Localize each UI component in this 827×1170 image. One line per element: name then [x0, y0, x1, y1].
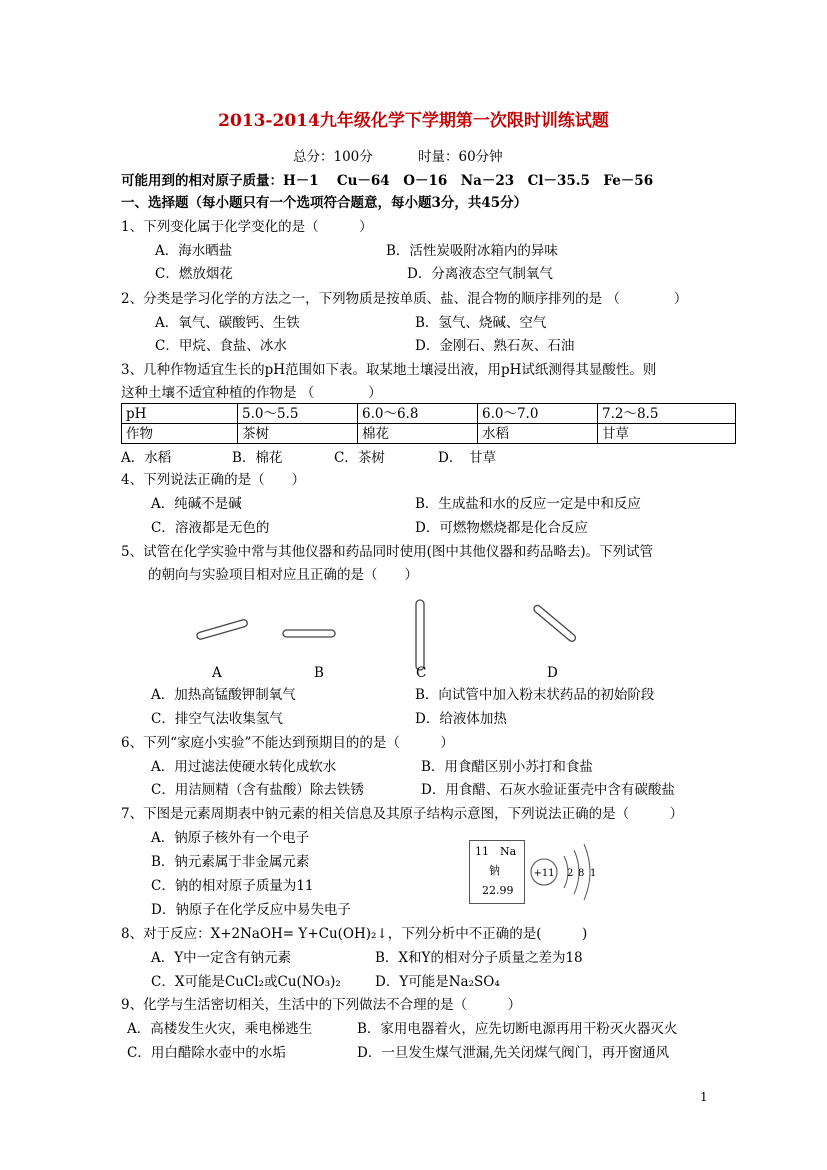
- figure-label-b: B: [314, 665, 324, 681]
- table-cell: 7.2～8.5: [598, 404, 736, 424]
- q9-option-d: D．一旦发生煤气泄漏,先关闭煤气阀门，再开窗通风: [357, 1045, 670, 1061]
- q8-option-d: D．Y可能是Na₂SO₄: [375, 974, 500, 990]
- test-tube-b: [283, 630, 335, 637]
- shell-1-count: 2: [567, 868, 574, 879]
- q1-stem: 1、下列变化属于化学变化的是（ ）: [121, 219, 373, 235]
- q4-option-d: D．可燃物燃烧都是化合反应: [415, 520, 588, 536]
- q8-option-b: B．X和Y的相对分子质量之差为18: [375, 950, 583, 966]
- q4-option-b: B．生成盐和水的反应一定是中和反应: [415, 496, 641, 512]
- atomic-masses: 可能用到的相对原子质量：H－1 Cu－64 O－16 Na－23 Cl－35.5 Fe－56: [121, 173, 654, 189]
- q7-option-d: D．钠原子在化学反应中易失电子: [151, 902, 351, 918]
- q5-option-c: C．排空气法收集氢气: [151, 711, 283, 727]
- q6-option-a: A．用过滤法使硬水转化成软水: [151, 759, 337, 775]
- element-symbol: Na: [500, 845, 517, 858]
- page-number: 1: [700, 1090, 708, 1104]
- q1-option-b: B．活性炭吸附冰箱内的异味: [386, 243, 558, 259]
- q7-option-a: A．钠原子核外有一个电子: [151, 830, 310, 846]
- table-cell: 作物: [122, 424, 238, 444]
- q4-option-a: A．纯碱不是碱: [151, 496, 242, 512]
- atomic-mass: 22.99: [482, 884, 514, 897]
- table-cell: 6.0～6.8: [358, 404, 478, 424]
- figure-label-c: C: [416, 665, 427, 681]
- shell-3-count: 1: [590, 868, 597, 879]
- q5-option-d: D．给液体加热: [415, 711, 507, 727]
- test-tube-a: [196, 619, 248, 640]
- table-cell: pH: [122, 404, 238, 424]
- q6-option-d: D．用食醋、石灰水验证蛋壳中含有碳酸盐: [421, 782, 675, 798]
- atom-structure-diagram: [526, 838, 606, 906]
- q4-option-c: C．溶液都是无色的: [151, 520, 270, 536]
- page-title: 2013-2014九年级化学下学期第一次限时训练试题: [218, 111, 609, 131]
- q2-stem: 2、分类是学习化学的方法之一，下列物质是按单质、盐、混合物的顺序排列的是 （ ）: [121, 291, 688, 307]
- q9-option-c: C．用白醋除水壶中的水垢: [127, 1045, 286, 1061]
- atomic-number: 11: [475, 845, 489, 858]
- table-cell: 水稻: [478, 424, 598, 444]
- q7-option-b: B．钠元素属于非金属元素: [151, 854, 310, 870]
- q9-stem: 9、化学与生活密切相关，生活中的下列做法不合理的是（ ）: [121, 997, 522, 1013]
- ph-table: [121, 403, 736, 444]
- element-name: 钠: [489, 864, 500, 877]
- test-tube-c: [416, 600, 424, 670]
- q8-stem: 8、对于反应：X+2NaOH= Y+Cu(OH)₂↓，下列分析中不正确的是( ): [121, 926, 588, 942]
- table-row: [122, 424, 736, 444]
- total-score: 总分：100分: [293, 149, 373, 165]
- q5-option-b: B．向试管中加入粉末状药品的初始阶段: [415, 687, 655, 703]
- table-cell: 甘草: [598, 424, 736, 444]
- time-limit: 时量：60分钟: [418, 149, 503, 165]
- nucleus-charge: +11: [533, 868, 555, 879]
- q8-option-c: C．X可能是CuCl₂或Cu(NO₃)₂: [151, 974, 341, 990]
- q7-stem: 7、下图是元素周期表中钠元素的相关信息及其原子结构示意图，下列说法正确的是（ ）: [121, 806, 684, 822]
- q2-option-a: A．氧气、碳酸钙、生铁: [155, 315, 300, 331]
- section-heading: 一、选择题（每小题只有一个选项符合题意，每小题3分，共45分）: [121, 195, 528, 211]
- element-card: [469, 840, 525, 904]
- q3-stem-line1: 3、几种作物适宜生长的pH范围如下表。取某地土壤浸出液，用pH试纸测得其显酸性。则: [121, 362, 657, 378]
- q3-option-c: C．茶树: [334, 450, 385, 466]
- q9-option-a: A．高楼发生火灾，乘电梯逃生: [127, 1021, 313, 1037]
- table-cell: 棉花: [358, 424, 478, 444]
- q9-option-b: B．家用电器着火，应先切断电源再用干粉灭火器灭火: [357, 1021, 678, 1037]
- q5-option-a: A．加热高锰酸钾制氧气: [151, 687, 296, 703]
- q3-stem-line2: 这种土壤不适宜种植的作物是 （ ）: [121, 385, 382, 401]
- q2-option-d: D．金刚石、熟石灰、石油: [415, 338, 575, 354]
- figure-label-a: A: [212, 665, 222, 681]
- test-tube-figures: [180, 596, 600, 676]
- q3-option-a: A．水稻: [121, 450, 172, 466]
- q6-option-b: B．用食醋区别小苏打和食盐: [421, 759, 593, 775]
- q5-stem-line1: 5、试管在化学实验中常与其他仪器和药品同时使用(图中其他仪器和药品略去)。下列试管: [121, 544, 654, 560]
- q6-stem: 6、下列“家庭小实验”不能达到预期目的的是（ ）: [121, 735, 454, 751]
- table-cell: 5.0～5.5: [238, 404, 358, 424]
- q4-stem: 4、下列说法正确的是（ ）: [121, 472, 306, 488]
- q1-option-a: A．海水晒盐: [155, 243, 233, 259]
- table-row: [122, 404, 736, 424]
- q2-option-c: C．甲烷、食盐、冰水: [155, 338, 287, 354]
- q3-option-b: B．棉花: [232, 450, 283, 466]
- shell-2-count: 8: [578, 868, 585, 879]
- q3-option-d: D． 甘草: [438, 450, 497, 466]
- q5-stem-line2: 的朝向与实验项目相对应且正确的是（ ）: [148, 567, 418, 583]
- table-cell: 6.0～7.0: [478, 404, 598, 424]
- q7-option-c: C．钠的相对原子质量为11: [151, 878, 314, 894]
- table-cell: 茶树: [238, 424, 358, 444]
- q1-option-c: C．燃放烟花: [155, 266, 233, 282]
- q1-option-d: D．分离液态空气制氧气: [407, 266, 553, 282]
- test-tube-d: [533, 604, 577, 643]
- figure-label-d: D: [547, 665, 558, 681]
- q2-option-b: B．氢气、烧碱、空气: [415, 315, 547, 331]
- q6-option-c: C．用洁厕精（含有盐酸）除去铁锈: [151, 782, 364, 798]
- q8-option-a: A．Y中一定含有钠元素: [151, 950, 292, 966]
